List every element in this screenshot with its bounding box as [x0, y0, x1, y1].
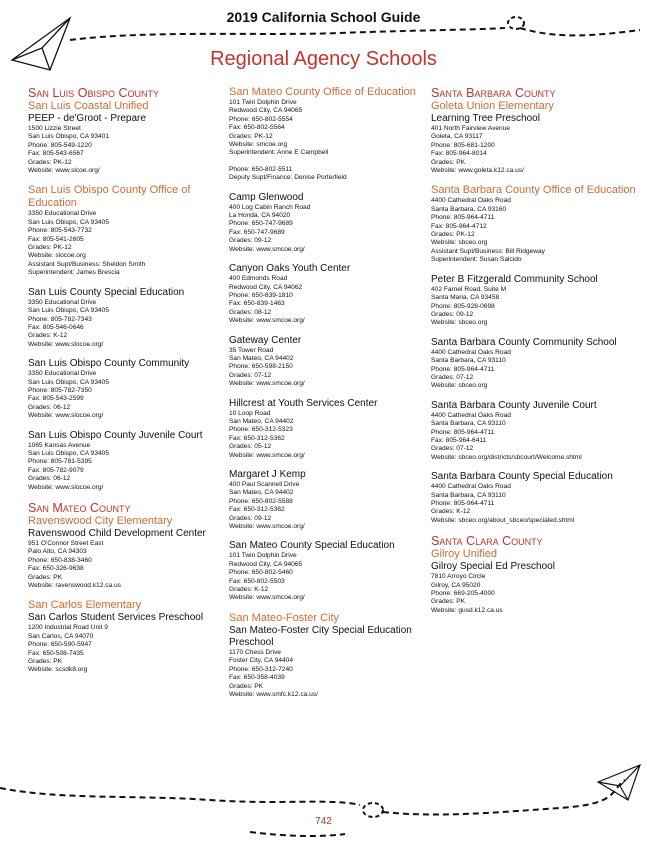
detail-line: Palo Alto, CA 94303: [28, 548, 87, 556]
dashed-bottom-left-line: [250, 832, 345, 836]
district-heading: San Luis Coastal Unified: [28, 100, 149, 112]
detail-line: Website: www.smcoe.org/: [229, 523, 305, 531]
dashed-bottom-right-line: [383, 780, 625, 815]
detail-line: Grades: 09-12: [229, 237, 272, 245]
detail-line: Fax: 805-543-6567: [28, 150, 84, 158]
school-entry: [431, 86, 636, 175]
detail-line: Grades: 06-12: [28, 403, 71, 411]
detail-line: San Mateo, CA 94402: [229, 489, 294, 497]
detail-line: Website: sbceo.org: [431, 319, 488, 327]
school-entry: [229, 612, 434, 699]
detail-line: Redwood City, CA 94065: [229, 560, 303, 568]
detail-line: San Carlos, CA 94070: [28, 632, 94, 640]
detail-line: Website: gusd.k12.ca.us: [431, 606, 503, 614]
detail-line: Fax: 650-839-1463: [229, 300, 285, 308]
school-name: Camp Glenwood: [229, 191, 304, 203]
school-name: Santa Barbara County Special Education: [431, 471, 613, 483]
paper-plane-icon-small: [598, 765, 640, 800]
detail-line: Santa Barbara, CA 93160: [431, 205, 507, 213]
detail-line: Phone: 669-205-4000: [431, 590, 495, 598]
detail-line: 4400 Cathedral Oaks Road: [431, 348, 511, 356]
school-name: Ravenswood Child Development Center: [28, 528, 206, 539]
detail-line: 401 North Fairview Avenue: [431, 125, 511, 132]
district-heading: San Mateo-Foster City: [229, 611, 340, 624]
detail-line: Grades: 07-12: [229, 371, 272, 379]
detail-line: Superintendent: Anne E Campbell: [229, 149, 329, 157]
detail-line: Grades: 05-12: [229, 443, 272, 451]
detail-line: Website: www.smcoe.org/: [229, 380, 305, 388]
detail-line: San Luis Obispo, CA 93401: [28, 133, 110, 141]
school-entry: [229, 263, 434, 325]
detail-line: 400 Edmonds Road: [229, 275, 288, 283]
detail-line: Fax: 650-802-5564: [229, 124, 285, 132]
dashed-top-right-line: [520, 28, 640, 35]
detail-line: Deputy Supt/Finance: Denise Porterfield: [229, 174, 347, 182]
detail-line: Fax: 805-543-2599: [28, 395, 84, 403]
school-entry: [28, 86, 233, 175]
detail-line: Grades: 09-12: [229, 514, 272, 522]
school-entry: [431, 400, 636, 462]
school-entry: [431, 274, 636, 328]
detail-line: Website: scsdk8.org: [28, 666, 88, 674]
detail-line: 4400 Cathedral Oaks Road: [431, 197, 511, 205]
detail-line: Grades: 07-12: [431, 373, 474, 381]
detail-line: Phone: 805-781-5395: [28, 458, 92, 466]
detail-line: Phone: 650-747-9689: [229, 220, 293, 228]
detail-line: Fax: 650-312-5362: [229, 434, 285, 442]
detail-line: Grades: 08-12: [229, 308, 272, 316]
school-name: Learning Tree Preschool: [431, 113, 540, 124]
detail-line: San Luis Obispo, CA 93405: [28, 307, 110, 315]
detail-line: La Honda, CA 94020: [229, 212, 291, 220]
dashed-top-line: [70, 28, 505, 40]
column-2: [229, 86, 434, 708]
detail-line: 3350 Educational Drive: [28, 370, 97, 378]
detail-line: Redwood City, CA 94065: [229, 107, 303, 115]
detail-line: Grades: PK-12: [28, 244, 72, 252]
county-heading: San Luis Obispo County: [28, 86, 159, 100]
detail-line: Santa Maria, CA 93458: [431, 294, 500, 302]
detail-line: Phone: 650-802-5554: [229, 115, 293, 123]
school-name: Santa Barbara County Community School: [431, 336, 617, 348]
school-entry: [28, 358, 233, 420]
district-heading: San Carlos Elementary: [28, 599, 142, 612]
school-entry: [229, 86, 434, 183]
detail-line: Phone: 805-549-1220: [28, 141, 92, 149]
district-heading: Goleta Union Elementary: [431, 100, 554, 112]
school-entry: [229, 192, 434, 254]
detail-line: Fax: 805-964-6411: [431, 436, 487, 444]
dashed-bottom-line: [0, 788, 360, 805]
detail-line: 400 Paul Scannell Drive: [229, 481, 300, 488]
detail-line: 951 O'Connor Street East: [28, 540, 104, 547]
school-name: San Luis Obispo County Community: [28, 358, 190, 370]
detail-line: Phone: 805-543-7732: [28, 227, 92, 235]
school-entry: [229, 398, 434, 460]
detail-line: Redwood City, CA 94062: [229, 283, 303, 291]
detail-line: Phone: 650-590-5947: [28, 641, 92, 649]
detail-line: San Mateo, CA 94402: [229, 354, 294, 362]
detail-line: Fax: 650-358-4039: [229, 674, 285, 682]
detail-line: Website: ravenswood.k12.ca.us: [28, 582, 121, 590]
detail-line: Fax: 805-782-9079: [28, 466, 84, 474]
school-entry: [431, 337, 636, 391]
detail-line: Grades: PK: [431, 158, 466, 166]
detail-line: Assistant Supt/Business: Sheldon Smith: [28, 260, 146, 268]
school-name: San Mateo County Special Education: [229, 540, 395, 552]
school-name: Margaret J Kemp: [229, 469, 306, 480]
detail-line: Grades: PK: [28, 573, 63, 581]
detail-line: Website: www.slocoe.org/: [28, 412, 104, 420]
detail-line: Fax: 650-326-9638: [28, 565, 84, 573]
school-entry: [431, 534, 636, 615]
detail-line: 3350 Educational Drive: [28, 210, 97, 218]
school-entry: [28, 599, 233, 674]
detail-line: Phone: 805-964-4711: [431, 428, 495, 436]
detail-line: Phone: 805-964-4711: [431, 365, 495, 373]
school-entry: [28, 501, 233, 590]
detail-line: Grades: K-12: [229, 586, 269, 594]
detail-line: Foster City, CA 94404: [229, 657, 294, 665]
detail-line: Grades: PK: [28, 658, 63, 666]
county-heading: Santa Clara County: [431, 534, 543, 549]
detail-line: 101 Twin Dolphin Drive: [229, 99, 297, 106]
detail-line: Phone: 805-964-4711: [431, 500, 495, 507]
school-entry: [28, 430, 233, 492]
detail-line: Fax: 805-964-8014: [431, 150, 487, 158]
detail-line: Phone: 650-838-3460: [28, 556, 92, 564]
detail-line: Website: sbceo.org/districts/sbcourt/Welcome.shtml: [431, 453, 582, 461]
school-entry: [431, 184, 636, 264]
detail-line: Gilroy, CA 95020: [431, 581, 481, 589]
detail-line: 3350 Educational Drive: [28, 298, 97, 306]
detail-line: Website: www.slcoe.org/: [28, 167, 100, 175]
column-1: [28, 86, 233, 684]
detail-line: Phone: 805-681-1200: [431, 141, 495, 149]
detail-line: Fax: 805-964-4712: [431, 222, 487, 230]
district-heading: San Luis Obispo County Office of Education: [28, 184, 191, 210]
school-entry: [28, 287, 233, 349]
detail-line: Phone: 650-312-7240: [229, 665, 293, 673]
detail-line: San Mateo, CA 94402: [229, 417, 294, 425]
detail-line: Website: www.goleta.k12.ca.us/: [431, 167, 524, 175]
district-heading: Gilroy Unified: [431, 548, 498, 561]
detail-line: Grades: 06-12: [28, 475, 71, 483]
detail-line: Grades: PK: [431, 598, 466, 606]
detail-line: Phone: 805-964-4711: [431, 214, 495, 222]
detail-line: Fax: 650-802-5503: [229, 577, 285, 585]
detail-line: Grades: PK-12: [229, 132, 273, 140]
school-name: Peter B Fitzgerald Community School: [431, 273, 598, 285]
detail-line: 400 Log Cabin Ranch Road: [229, 203, 311, 211]
detail-line: Website: www.smcoe.org/: [229, 451, 305, 459]
detail-line: 1065 Kansas Avenue: [28, 441, 91, 449]
detail-line: 101 Twin Dolphin Drive: [229, 552, 297, 560]
school-entry: [229, 540, 434, 602]
district-heading: Santa Barbara County Office of Education: [431, 184, 636, 197]
detail-line: Website: www.smfc.k12.ca.us/: [229, 690, 318, 698]
detail-line: 402 Farnel Road, Suite M: [431, 285, 507, 293]
dashed-bottom-loop: [363, 803, 383, 817]
school-name: Gilroy Special Ed Preschool: [431, 561, 555, 573]
detail-line: Santa Barbara, CA 93110: [431, 357, 506, 365]
detail-line: Superintendent: Susan Salcido: [431, 256, 522, 264]
detail-line: Santa Barbara, CA 93110: [431, 420, 506, 428]
school-entry: [431, 471, 636, 525]
detail-line: Website: sbceo.org: [431, 239, 488, 247]
detail-line: Grades: 09-12: [431, 310, 474, 318]
school-name: San Luis County Special Education: [28, 286, 185, 298]
detail-line: Phone: 650-598-2150: [229, 363, 293, 371]
detail-line: Website: www.smcoe.org/: [229, 317, 305, 325]
detail-line: Fax: 805-546-0646: [28, 323, 84, 331]
detail-line: Fax: 805-541-2605: [28, 235, 84, 243]
detail-line: Phone: 805-782-7343: [28, 315, 92, 323]
detail-line: Grades: PK: [229, 682, 264, 690]
detail-line: 7810 Arroyo Circle: [431, 573, 486, 581]
detail-line: Goleta, CA 93117: [431, 133, 483, 141]
detail-line: Phone: 650-802-5511: [229, 165, 293, 173]
school-name: Gateway Center: [229, 334, 302, 346]
detail-line: 4400 Cathedral Oaks Road: [431, 483, 511, 491]
detail-line: Grades: PK-12: [431, 231, 475, 239]
detail-line: Phone: 650-839-1810: [229, 291, 293, 299]
district-heading: Ravenswood City Elementary: [28, 515, 173, 527]
school-name: San Mateo-Foster City Special Education Preschool: [229, 624, 412, 648]
county-heading: Santa Barbara County: [431, 86, 556, 100]
school-name: PEEP - de'Groot - Prepare: [28, 113, 146, 124]
detail-line: Fax: 650-508-7435: [28, 649, 84, 657]
detail-line: Superintendent: James Brescia: [28, 269, 120, 277]
school-entry: [28, 184, 233, 277]
detail-line: Website: sbceo.org/about_sbceo/specialed.shtml: [431, 516, 575, 524]
detail-line: Website: www.slocoe.org/: [28, 340, 104, 348]
detail-line: Assistant Supt/Business: Bill Ridgeway: [431, 247, 545, 255]
detail-line: San Luis Obispo, CA 93405: [28, 378, 110, 386]
detail-line: Grades: 07-12: [431, 445, 474, 453]
detail-line: Phone: 650-802-5588: [229, 497, 293, 505]
detail-line: Website: www.slocoe.org/: [28, 483, 104, 491]
school-name: Santa Barbara County Juvenile Court: [431, 399, 597, 411]
school-name: Hillcrest at Youth Services Center: [229, 397, 378, 409]
section-title: Regional Agency Schools: [210, 48, 437, 70]
detail-line: San Luis Obispo, CA 93405: [28, 218, 110, 226]
detail-line: Phone: 805-928-0698: [431, 302, 495, 310]
detail-line: 1170 Chess Drive: [229, 648, 281, 656]
detail-line: 1200 Industrial Road Unit 9: [28, 624, 108, 632]
detail-line: Phone: 805-782-7350: [28, 386, 92, 394]
school-entry: [229, 469, 434, 531]
school-name: San Luis Obispo County Juvenile Court: [28, 429, 203, 441]
detail-line: Santa Barbara, CA 93110: [431, 491, 506, 499]
detail-line: Phone: 650-312-5323: [229, 426, 293, 434]
page-number: 742: [315, 816, 332, 827]
detail-line: Website: smcoe.org: [229, 141, 288, 149]
detail-line: Phone: 650-802-5460: [229, 569, 293, 577]
detail-line: San Luis Obispo, CA 93405: [28, 449, 110, 457]
detail-line: 1500 Lizzie Street: [28, 125, 81, 132]
detail-line: Website: slocoe.org: [28, 252, 86, 260]
county-heading: San Mateo County: [28, 501, 131, 515]
detail-line: Grades: K-12: [431, 508, 471, 516]
detail-line: Fax: 650-747-9689: [229, 228, 285, 236]
detail-line: Grades: K-12: [28, 332, 68, 340]
column-3: [431, 86, 636, 624]
detail-line: 35 Tower Road: [229, 346, 274, 354]
detail-line: Fax: 650-312-5362: [229, 506, 285, 514]
district-heading: San Mateo County Office of Education: [229, 86, 416, 98]
detail-line: 10 Loop Road: [229, 409, 271, 417]
guide-title: 2019 California School Guide: [226, 9, 421, 25]
school-name: Canyon Oaks Youth Center: [229, 263, 351, 275]
detail-line: 4400 Cathedral Oaks Road: [431, 411, 511, 419]
line-gap: [229, 158, 434, 166]
detail-line: Website: www.smcoe.org/: [229, 245, 305, 253]
school-entry: [229, 335, 434, 389]
detail-line: Website: sbceo.org: [431, 382, 488, 390]
detail-line: Website: www.smcoe.org/: [229, 594, 305, 602]
school-name: San Carlos Student Services Preschool: [28, 612, 204, 624]
detail-line: Grades: PK-12: [28, 158, 72, 166]
